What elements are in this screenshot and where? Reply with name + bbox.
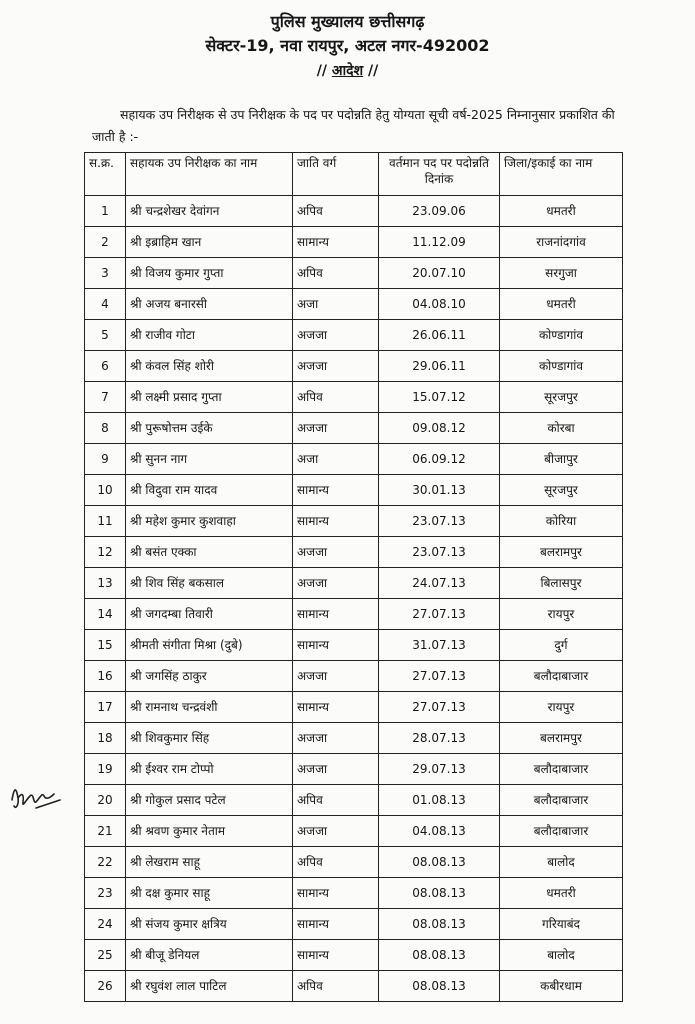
table-row (85, 878, 623, 909)
row-promotion-date: 08.08.13 (379, 971, 500, 1002)
row-name: श्री पुरूषोत्तम उईके (126, 413, 293, 444)
row-name: श्री अजय बनारसी (126, 289, 293, 320)
table-row (85, 506, 623, 537)
table-row (85, 537, 623, 568)
row-district: बलौदाबाजार (500, 785, 623, 816)
row-district: कोण्डागांव (500, 351, 623, 382)
row-promotion-date: 29.07.13 (379, 754, 500, 785)
row-promotion-date: 20.07.10 (379, 258, 500, 289)
row-serial-number: 9 (85, 444, 126, 475)
row-promotion-date: 08.08.13 (379, 878, 500, 909)
table-row (85, 227, 623, 258)
row-category: अजजा (293, 661, 379, 692)
row-promotion-date: 15.07.12 (379, 382, 500, 413)
table-row (85, 444, 623, 475)
row-category: अपिव (293, 258, 379, 289)
row-promotion-date: 04.08.13 (379, 816, 500, 847)
row-serial-number: 12 (85, 537, 126, 568)
row-district: बालोद (500, 847, 623, 878)
row-name: श्रीमती संगीता मिश्रा (दुबे) (126, 630, 293, 661)
row-name: श्री श्रवण कुमार नेताम (126, 816, 293, 847)
handwritten-signature (6, 770, 66, 820)
eligibility-table (84, 152, 623, 1002)
row-category: अपिव (293, 971, 379, 1002)
row-category: अजजा (293, 537, 379, 568)
row-promotion-date: 23.07.13 (379, 537, 500, 568)
document-header (0, 10, 695, 82)
header-date: वर्तमान पद पर पदोन्नति दिनांक (379, 153, 500, 196)
table-row (85, 289, 623, 320)
row-district: धमतरी (500, 196, 623, 227)
row-category: अजजा (293, 320, 379, 351)
row-serial-number: 22 (85, 847, 126, 878)
table-row (85, 785, 623, 816)
row-name: श्री लक्ष्मी प्रसाद गुप्ता (126, 382, 293, 413)
table-row (85, 661, 623, 692)
row-district: धमतरी (500, 289, 623, 320)
row-promotion-date: 23.09.06 (379, 196, 500, 227)
row-name: श्री रघुवंश लाल पाटिल (126, 971, 293, 1002)
row-district: बीजापुर (500, 444, 623, 475)
row-serial-number: 17 (85, 692, 126, 723)
row-promotion-date: 27.07.13 (379, 661, 500, 692)
row-serial-number: 16 (85, 661, 126, 692)
row-district: कोरिया (500, 506, 623, 537)
row-serial-number: 25 (85, 940, 126, 971)
table-row (85, 816, 623, 847)
row-name: श्री विजय कुमार गुप्ता (126, 258, 293, 289)
row-serial-number: 1 (85, 196, 126, 227)
row-promotion-date: 04.08.10 (379, 289, 500, 320)
table-row (85, 692, 623, 723)
row-name: श्री सुनन नाग (126, 444, 293, 475)
row-name: श्री इब्राहिम खान (126, 227, 293, 258)
table-row (85, 630, 623, 661)
row-district: बलौदाबाजार (500, 816, 623, 847)
row-category: अजजा (293, 816, 379, 847)
table-row (85, 754, 623, 785)
row-district: गरियाबंद (500, 909, 623, 940)
table-row (85, 971, 623, 1002)
row-district: कबीरधाम (500, 971, 623, 1002)
row-name: श्री विदुवा राम यादव (126, 475, 293, 506)
row-district: राजनांदगांव (500, 227, 623, 258)
row-name: श्री लेखराम साहू (126, 847, 293, 878)
row-serial-number: 10 (85, 475, 126, 506)
table-row (85, 351, 623, 382)
row-district: बलौदाबाजार (500, 754, 623, 785)
row-serial-number: 3 (85, 258, 126, 289)
table-row (85, 258, 623, 289)
row-name: श्री ईश्वर राम टोप्पो (126, 754, 293, 785)
row-district: धमतरी (500, 878, 623, 909)
row-promotion-date: 06.09.12 (379, 444, 500, 475)
row-serial-number: 8 (85, 413, 126, 444)
row-serial-number: 18 (85, 723, 126, 754)
row-promotion-date: 29.06.11 (379, 351, 500, 382)
office-address: सेक्टर-19, नवा रायपुर, अटल नगर-492002 (205, 36, 490, 55)
row-name: श्री दक्ष कुमार साहू (126, 878, 293, 909)
row-serial-number: 5 (85, 320, 126, 351)
row-category: अजा (293, 444, 379, 475)
row-category: सामान्य (293, 692, 379, 723)
row-category: सामान्य (293, 475, 379, 506)
row-district: कोण्डागांव (500, 320, 623, 351)
row-category: अजजा (293, 754, 379, 785)
row-serial-number: 13 (85, 568, 126, 599)
row-district: बिलासपुर (500, 568, 623, 599)
row-district: बलौदाबाजार (500, 661, 623, 692)
row-serial-number: 20 (85, 785, 126, 816)
header-sn: स.क्र. (85, 153, 126, 196)
row-promotion-date: 08.08.13 (379, 847, 500, 878)
row-district: बालोद (500, 940, 623, 971)
row-name: श्री जगदम्बा तिवारी (126, 599, 293, 630)
row-promotion-date: 09.08.12 (379, 413, 500, 444)
row-category: अजजा (293, 351, 379, 382)
row-serial-number: 14 (85, 599, 126, 630)
header-district: जिला/इकाई का नाम (500, 153, 623, 196)
row-district: सूरजपुर (500, 382, 623, 413)
row-district: बलरामपुर (500, 537, 623, 568)
row-promotion-date: 08.08.13 (379, 909, 500, 940)
row-serial-number: 11 (85, 506, 126, 537)
row-name: श्री संजय कुमार क्षत्रिय (126, 909, 293, 940)
row-district: दुर्ग (500, 630, 623, 661)
header-name: सहायक उप निरीक्षक का नाम (126, 153, 293, 196)
row-category: अपिव (293, 382, 379, 413)
row-name: श्री शिवकुमार सिंह (126, 723, 293, 754)
table-row (85, 196, 623, 227)
row-promotion-date: 01.08.13 (379, 785, 500, 816)
row-category: सामान्य (293, 940, 379, 971)
row-category: अपिव (293, 196, 379, 227)
office-name: पुलिस मुख्यालय छत्तीसगढ़ (270, 12, 425, 31)
row-promotion-date: 11.12.09 (379, 227, 500, 258)
row-promotion-date: 26.06.11 (379, 320, 500, 351)
table-row (85, 599, 623, 630)
row-name: श्री महेश कुमार कुशवाहा (126, 506, 293, 537)
table-row (85, 847, 623, 878)
row-name: श्री चन्द्रशेखर देवांगन (126, 196, 293, 227)
row-serial-number: 6 (85, 351, 126, 382)
table-row (85, 723, 623, 754)
row-name: श्री बसंत एक्का (126, 537, 293, 568)
row-district: रायपुर (500, 599, 623, 630)
row-category: अजजा (293, 568, 379, 599)
table-row (85, 568, 623, 599)
row-district: रायपुर (500, 692, 623, 723)
row-promotion-date: 08.08.13 (379, 940, 500, 971)
row-promotion-date: 23.07.13 (379, 506, 500, 537)
row-category: सामान्य (293, 599, 379, 630)
header-category: जाति वर्ग (293, 153, 379, 196)
row-district: सरगुजा (500, 258, 623, 289)
row-name: श्री गोकुल प्रसाद पटेल (126, 785, 293, 816)
row-serial-number: 21 (85, 816, 126, 847)
row-category: सामान्य (293, 630, 379, 661)
row-serial-number: 24 (85, 909, 126, 940)
row-serial-number: 19 (85, 754, 126, 785)
table-row (85, 909, 623, 940)
table-body (85, 196, 623, 1002)
row-promotion-date: 24.07.13 (379, 568, 500, 599)
row-district: बलरामपुर (500, 723, 623, 754)
row-name: श्री शिव सिंह बकसाल (126, 568, 293, 599)
row-category: सामान्य (293, 506, 379, 537)
row-promotion-date: 27.07.13 (379, 599, 500, 630)
row-promotion-date: 28.07.13 (379, 723, 500, 754)
row-serial-number: 23 (85, 878, 126, 909)
row-category: सामान्य (293, 878, 379, 909)
row-district: सूरजपुर (500, 475, 623, 506)
row-promotion-date: 30.01.13 (379, 475, 500, 506)
row-serial-number: 15 (85, 630, 126, 661)
row-serial-number: 7 (85, 382, 126, 413)
row-category: सामान्य (293, 227, 379, 258)
row-category: अजजा (293, 723, 379, 754)
row-serial-number: 2 (85, 227, 126, 258)
row-promotion-date: 31.07.13 (379, 630, 500, 661)
row-name: श्री बीजू डेनियल (126, 940, 293, 971)
row-category: सामान्य (293, 909, 379, 940)
table-header-row (85, 153, 623, 196)
row-category: अपिव (293, 847, 379, 878)
row-name: श्री राजीव गोटा (126, 320, 293, 351)
row-name: श्री जगसिंह ठाकुर (126, 661, 293, 692)
row-category: अजजा (293, 413, 379, 444)
table-row (85, 940, 623, 971)
table-row (85, 413, 623, 444)
row-name: श्री रामनाथ चन्द्रवंशी (126, 692, 293, 723)
intro-paragraph: सहायक उप निरीक्षक से उप निरीक्षक के पद पर पदोन्नति हेतु योग्यता सूची वर्ष-2025 निम्नानुसार प्रकाशित की जाती है :- (92, 107, 615, 144)
row-category: अजा (293, 289, 379, 320)
row-district: कोरबा (500, 413, 623, 444)
table-row (85, 382, 623, 413)
table-row (85, 475, 623, 506)
row-name: श्री कंवल सिंह शोरी (126, 351, 293, 382)
row-serial-number: 26 (85, 971, 126, 1002)
row-category: अपिव (293, 785, 379, 816)
table-row (85, 320, 623, 351)
order-word: आदेश (331, 63, 364, 79)
order-heading: // आदेश // (316, 63, 379, 79)
row-serial-number: 4 (85, 289, 126, 320)
row-promotion-date: 27.07.13 (379, 692, 500, 723)
